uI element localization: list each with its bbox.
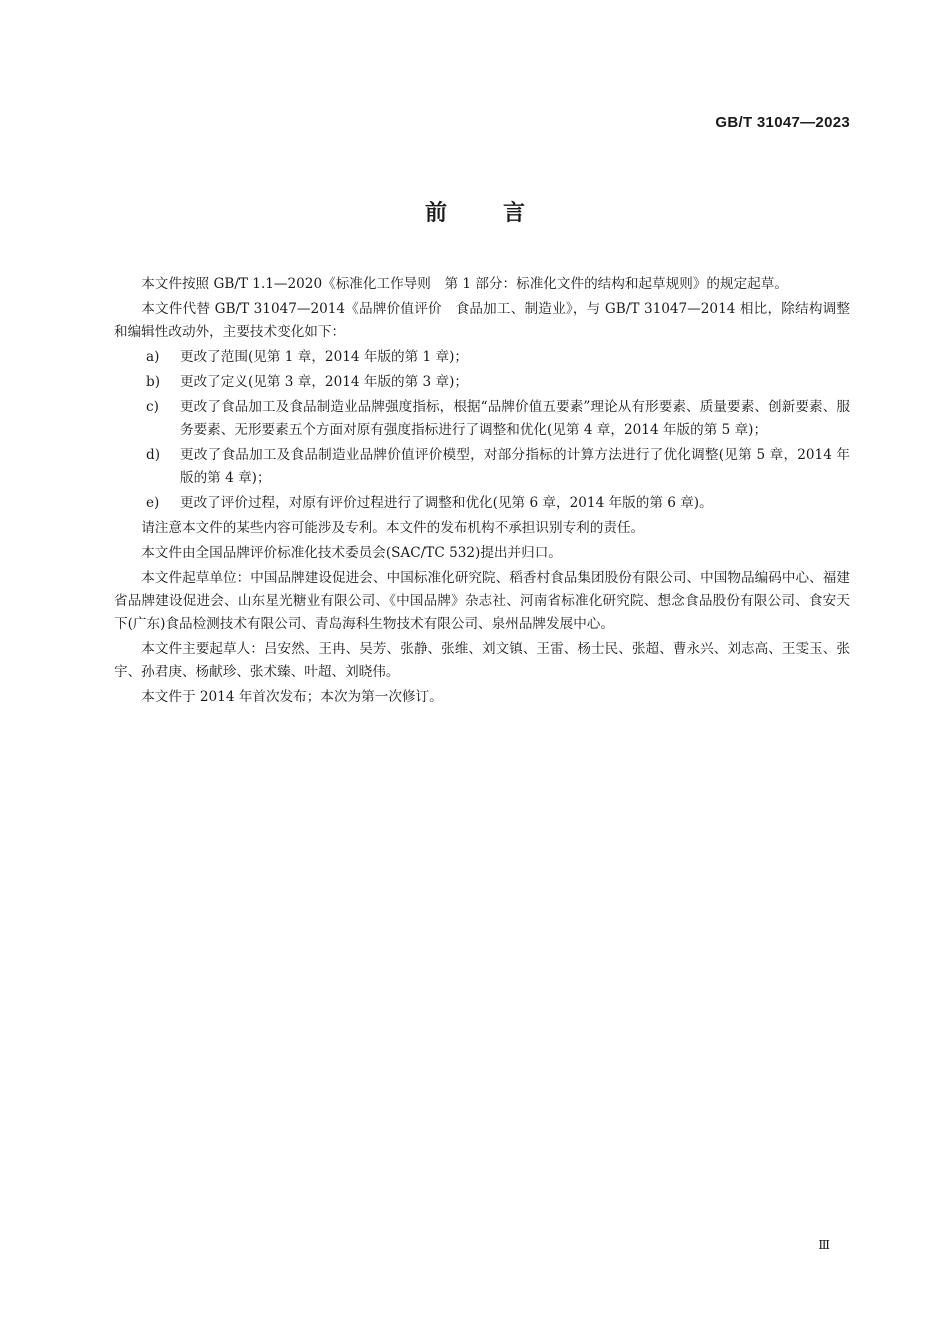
list-item-text: 更改了食品加工及食品制造业品牌强度指标，根据“品牌价值五要素”理论从有形要素、质量要素、创新要素、服务要素、无形要素五个方面对原有强度指标进行了调整和优化(见第 4 章，2014 年版的第 5 章)；: [180, 399, 850, 438]
paragraph-patent-notice: 请注意本文件的某些内容可能涉及专利。本文件的发布机构不承担识别专利的责任。: [141, 520, 645, 536]
list-marker: c): [146, 399, 159, 415]
list-item: [114, 371, 850, 394]
foreword-body: [114, 273, 850, 711]
list-item-text: 更改了定义(见第 3 章，2014 年版的第 3 章)；: [180, 374, 469, 390]
paragraph-replaces: 本文件代替 GB/T 31047—2014《品牌价值评价 食品加工、制造业》，与 GB/T 31047—2014 相比，除结构调整和编辑性改动外，主要技术变化如下：: [114, 301, 850, 340]
list-item-text: 更改了食品加工及食品制造业品牌价值评价模型，对部分指标的计算方法进行了优化调整(见第 5 章，2014 年版的第 4 章)；: [180, 447, 850, 486]
paragraph-committee: 本文件由全国品牌评价标准化技术委员会(SAC/TC 532)提出并归口。: [141, 545, 562, 561]
list-item: [114, 444, 850, 490]
page-number: Ⅲ: [818, 1238, 830, 1252]
list-marker: d): [146, 447, 161, 463]
list-item-text: 更改了范围(见第 1 章，2014 年版的第 1 章)；: [180, 349, 469, 365]
list-item: [114, 346, 850, 369]
paragraph-drafting-rules: 本文件按照 GB/T 1.1—2020《标准化工作导则 第 1 部分：标准化文件的结构和起草规则》的规定起草。: [141, 276, 788, 292]
changes-list: [114, 346, 850, 515]
page-title: 前言: [424, 201, 581, 226]
list-item: [114, 396, 850, 442]
paragraph-drafting-units: 本文件起草单位：中国品牌建设促进会、中国标准化研究院、稻香村食品集团股份有限公司、中国物品编码中心、福建省品牌建设促进会、山东星光糖业有限公司、《中国品牌》杂志社、河南省标准化研究院、想念食品股份有限公司、食安天下(广东)食品检测技术有限公司、青岛海科生物技术有限公司、泉州品牌发展中心。: [114, 570, 850, 632]
standard-code: GB/T 31047—2023: [715, 114, 850, 131]
list-item-text: 更改了评价过程，对原有评价过程进行了调整和优化(见第 6 章，2014 年版的第 6 章)。: [180, 495, 713, 511]
list-marker: a): [146, 349, 160, 365]
paragraph-drafters: 本文件主要起草人：吕安然、王冉、吴芳、张静、张维、刘文镇、王雷、杨士民、张超、曹永兴、刘志高、王雯玉、张宇、孙君庚、杨献珍、张术臻、叶超、刘晓伟。: [114, 641, 850, 680]
list-item: [114, 492, 850, 515]
list-marker: e): [146, 495, 160, 511]
paragraph-history: 本文件于 2014 年首次发布；本次为第一次修订。: [141, 689, 443, 705]
list-marker: b): [146, 374, 161, 390]
